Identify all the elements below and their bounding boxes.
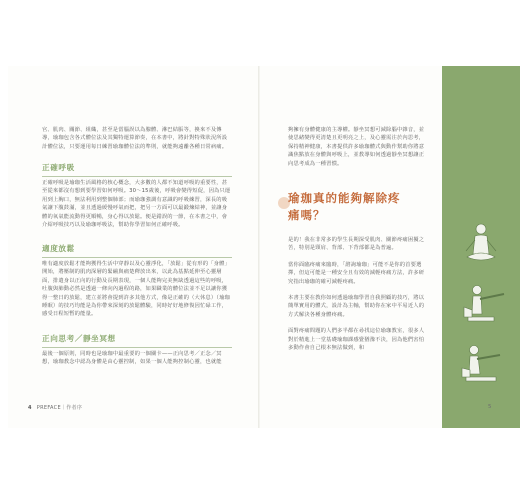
seated-meditation-figure-icon — [466, 224, 496, 260]
right-page — [260, 66, 520, 428]
heading-positive-thinking: 正向思考／靜坐冥想 — [42, 334, 116, 343]
breathing-paragraph: 正確呼吸是瑜珈生活風格的核心概念，大多數的人都不知道呼吸的重要性，甚至從來都沒有想到要學習如何呼吸。30～15歲後，呼吸會變得短促，因為只運用到上胸口，無法利用到整個肺部；而瑜珈強調有意識的呼吸練習，深長的吸氣讓下腹鼓滿，並且透過緩慢呼氣而把，把另一方面可以最鍛煉結神，並讓身體的氧氣能流動得更順暢，身心得以放鬆。便是錯誤的一節，在本書之中，會介紹呼吸技巧以及瑜珈呼吸法，幫助你學習如何正確呼吸。 — [42, 180, 231, 229]
closing-paragraph: 面對疼痛問題的人們多半都在尋找這位瑜珈教室，很多人對於精進上一堂基礎瑜珈課感覺猶豫不決，因為他們害怕多動作會自己根本無法做到，和 — [288, 328, 425, 352]
yoga-figures-illustration — [442, 66, 520, 428]
choice-paragraph: 當你面臨疼痛來臨時，「諮詢瑜珈」可能不是你的首要選擇，但這可能是一種安全且有效的減輕疼痛方法，許多研究指出瑜珈的確可減輕疼痛。 — [288, 261, 425, 285]
left-intro-paragraph: 官、肌肉、關節、組織，甚至是當腦誤以為腺體、淋巴結脹等，換來不及傳導，瑜珈包含各式體位法及其獨特運算節奏，在本書中，將針對特殊狀況所設計體位法，只要運用每日練習瑜珈體位法的準則，就能夠遠離各種日常病痛。 — [42, 127, 228, 150]
relaxation-paragraph: 唯有適度放鬆才能夠獲得生活中穿靜以及心靈淨化，「放鬆」從有形的「身體」開始，將壓制的肌肉深層的緊繃與痛楚釋放出來，以此為基點延伸至心靈層面，排遣身以正向的行動及長期表現，一個人能夠完美無缺透過這些的呼吸，吐腹與肺動必然是透過一條向內過程的路，如果職業的體位法並不足以讓你獲得一整日的放鬆，建立並將會提到許多其他方式，像是正確的（大休息）（瑜珈睡眠）的技巧均能是為你帶來深刻的放鬆體驗，同時好好地修復因忙碌工作，感受日程短暫的能量。 — [42, 261, 230, 318]
side-illustration-panel — [442, 66, 520, 428]
page-number: 4 — [28, 405, 32, 411]
heading-correct-breathing: 正確呼吸 — [42, 163, 75, 172]
heading-relaxation: 適度放鬆 — [42, 244, 75, 253]
pull-quote: 瑜珈真的能夠解除疼痛嗎？ — [288, 191, 401, 222]
running-footer: PREFACE｜作者序 — [36, 405, 83, 411]
heading-divider — [42, 257, 232, 258]
right-body — [288, 236, 428, 352]
left-page — [8, 66, 259, 428]
meditation-paragraph: 最後一個原則，同時也是瑜珈中最重要的一個關卡——正向思考／正念／冥想，瑜珈教念中認為身體是由心靈控制，如果一個人能夠控制心靈，也就能 — [42, 351, 222, 366]
right-folio: 5 — [488, 404, 492, 410]
seated-reach-figure-icon — [462, 346, 500, 382]
right-top-paragraph: 夠擁有身體健康的主導權。靜坐冥想可減除腦中雜音，並使思緒變得更清楚且更明亮之上，及心靈需注於內思考，保持精神健康，本書提供許多瑜珈體式與動作幫助你將意識焦點放在身體與呼吸上，並教導如何透過靜坐冥想讓正向思考成為一種習慣。 — [288, 127, 425, 167]
heading-divider — [42, 176, 232, 177]
left-folio — [28, 404, 82, 411]
book-spread — [0, 66, 520, 428]
book-purpose-paragraph: 本書主要在教你如何透過瑜珈學習自我照顧的技巧，將以簡單實用的體式，設計為主軸，幫助你在家中平易近人的方式解決各種身體疼痛。 — [288, 295, 425, 318]
answer-paragraph: 是的！我在非常多的學生長期深受肌肉、關節疼痛困擾之苦，特別是頸肩、背部、下背部都是為普遍。 — [288, 237, 425, 252]
heading-divider — [42, 347, 232, 348]
arm-stretch-figure-icon — [464, 286, 504, 322]
